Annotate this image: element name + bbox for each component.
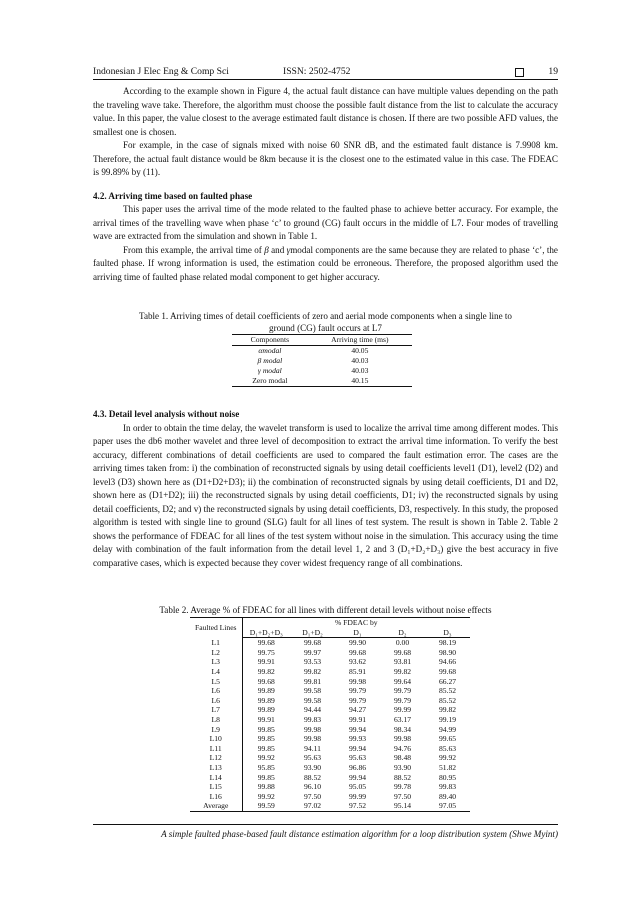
table2-cell: 99.94 (348, 743, 367, 753)
page-number: 19 (548, 66, 558, 77)
table2-cell: 99.93 (348, 734, 367, 744)
table2-cell: 99.82 (393, 666, 412, 676)
journal-name: Indonesian J Elec Eng & Comp Sci (93, 66, 229, 77)
table2-cell: 93.90 (303, 762, 322, 772)
table2-cell: 94.27 (348, 705, 367, 715)
table1-header-components: Components (232, 335, 308, 346)
table2-cell: 98.90 (438, 647, 457, 657)
table1 (232, 334, 412, 387)
table2-cell: 95.05 (348, 782, 367, 792)
table2-cell: 98.34 (393, 724, 412, 734)
table2-group-header: % FDEAC by (242, 618, 470, 628)
table2-cell: 99.79 (393, 695, 412, 705)
table2-cell: 95.85 (257, 762, 275, 772)
table-row (190, 753, 470, 763)
issn: ISSN: 2502-4752 (283, 66, 351, 77)
table2-cell: 99.81 (303, 676, 322, 686)
table-row: Zero modal 40.15 (232, 376, 412, 387)
table2-cell: 51.82 (438, 762, 457, 772)
table2-cell: 95.63 (303, 753, 322, 763)
table-row (190, 744, 470, 754)
table1-caption: Table 1. Arriving times of detail coefficients of zero and aerial mode components when a single line to ground (CG) fault occurs at L7 (139, 311, 512, 333)
table2-cell: 94.44 (303, 705, 322, 715)
table2-cell: 99.92 (438, 753, 457, 763)
square-box-icon (515, 68, 524, 77)
table2-cell: 80.95 (438, 772, 457, 782)
paragraph-afd: According to the example shown in Figure 4, the actual fault distance can have multiple values depending on the path the traveling wave take. Therefore, the algorithm must choose the possible fault distance from the list to calculate the accuracy value. In this paper, the value closest to the average estimated fault distance is chosen. If there are two possible AFD values, the smallest one is chosen. (93, 86, 558, 137)
table2-cell: 99.94 (348, 724, 367, 734)
table2-cell: 99.78 (393, 782, 412, 792)
table-row (190, 667, 470, 677)
table2-col-d1d2: D₁+D₂ (290, 628, 335, 638)
table1-header-arriving-time: Arriving time (ms) (308, 335, 412, 346)
table2-cell: 99.68 (438, 666, 457, 676)
table2-cell: 99.75 (257, 647, 275, 657)
table-row (190, 638, 470, 648)
table2-cell: 99.97 (303, 647, 322, 657)
table2-cell: 0.00 (395, 638, 410, 648)
table2-cell: 99.99 (348, 791, 367, 801)
table2-line-label: L4 (190, 667, 242, 677)
table-row (190, 792, 470, 802)
table2-cell: 88.52 (393, 772, 412, 782)
table2-cell: 99.89 (257, 686, 275, 696)
table2-cell: 99.59 (242, 801, 290, 811)
table2-cell: 99.98 (303, 734, 322, 744)
table2-cell: 99.91 (257, 657, 275, 667)
table-row (190, 763, 470, 773)
table2-line-label: L7 (190, 705, 242, 715)
table2-line-label: Average (190, 801, 242, 811)
table2-cell: 94.76 (393, 743, 412, 753)
table2-cell: 85.52 (438, 695, 457, 705)
table2-line-label: L8 (190, 715, 242, 725)
table2-cell: 89.40 (438, 791, 457, 801)
table-row (190, 734, 470, 744)
table2-cell: 99.19 (438, 714, 457, 724)
section-heading-4-3: 4.3. Detail level analysis without noise (93, 409, 240, 419)
table2-cell: 99.79 (348, 695, 367, 705)
table2-cell: 97.02 (290, 801, 335, 811)
table2-line-label: L3 (190, 657, 242, 667)
table2-col-d1: D₁ (335, 628, 380, 638)
table2-cell: 99.82 (438, 705, 457, 715)
table2-cell: 94.66 (438, 657, 457, 667)
table-row (190, 715, 470, 725)
table2-caption: Table 2. Average % of FDEAC for all lines with different detail levels without noise effects (159, 605, 492, 615)
header-rule (93, 79, 558, 80)
table2-line-label: L5 (190, 677, 242, 687)
table2-cell: 99.99 (393, 705, 412, 715)
table2-cell: 99.68 (303, 638, 322, 648)
table2-cell: 99.89 (257, 705, 275, 715)
table2-cell: 99.82 (257, 666, 275, 676)
table2-cell: 95.63 (348, 753, 367, 763)
table2-line-label: L10 (190, 734, 242, 744)
table2-cell: 99.83 (438, 782, 457, 792)
table2-cell: 95.14 (380, 801, 425, 811)
table2-cell: 99.92 (257, 753, 275, 763)
table2 (190, 617, 470, 812)
table2-body (190, 638, 470, 812)
table2-cell: 99.92 (257, 791, 275, 801)
table-row: γ modal 40.03 (257, 366, 369, 375)
paragraph-modal-components: From this example, the arrival time of β and γmodal components are the same because they are related to phase ‘c’, the faulted phase. If wrong information is used, the estimation could be erroneous. Therefore, the proposed algorithm used the arriving time of faulted phase related modal component to get higher accuracy. (93, 244, 558, 282)
footer-rule (93, 824, 558, 825)
table2-col-d1d2d3: D₁+D₂+D₃ (242, 628, 290, 638)
table2-cell: 99.83 (303, 714, 322, 724)
table2-cell: 99.79 (348, 686, 367, 696)
table-row (190, 801, 470, 811)
table2-row-header: Faulted Lines (190, 618, 242, 638)
table-row (190, 648, 470, 658)
table2-line-label: L14 (190, 773, 242, 783)
table2-cell: 99.98 (348, 676, 367, 686)
table2-cell: 97.52 (335, 801, 380, 811)
table2-cell: 94.11 (304, 743, 321, 753)
table2-line-label: L12 (190, 753, 242, 763)
table-row (190, 657, 470, 667)
table2-cell: 99.68 (348, 647, 367, 657)
table2-cell: 99.98 (303, 724, 322, 734)
table-row: β modal 40.03 (257, 356, 369, 365)
table2-cell: 63.17 (393, 714, 412, 724)
table-row (190, 677, 470, 687)
table2-line-label: L11 (190, 744, 242, 754)
running-header (93, 63, 558, 77)
table2-cell: 97.05 (425, 801, 470, 811)
table2-line-label: L6 (190, 696, 242, 706)
table2-cell: 99.90 (348, 638, 367, 648)
table-row (190, 773, 470, 783)
table2-line-label: L9 (190, 725, 242, 735)
table-row (190, 696, 470, 706)
table2-cell: 85.52 (438, 686, 457, 696)
table2-cell: 99.88 (257, 782, 275, 792)
section-heading-4-2: 4.2. Arriving time based on faulted phase (93, 190, 253, 201)
table2-cell: 99.85 (257, 734, 275, 744)
table2-cell: 99.64 (393, 676, 412, 686)
table-row (190, 705, 470, 715)
table2-cell: 99.68 (257, 676, 275, 686)
table2-cell: 99.91 (348, 714, 367, 724)
table2-line-label: L16 (190, 792, 242, 802)
table2-cell: 99.85 (257, 743, 275, 753)
table2-cell: 93.53 (303, 657, 322, 667)
table2-cell: 99.68 (257, 638, 275, 648)
table2-cell: 93.62 (348, 657, 367, 667)
table2-cell: 99.98 (393, 734, 412, 744)
body-text-top (93, 85, 558, 284)
table2-col-d3: D₃ (425, 628, 470, 638)
table2-line-label: L1 (190, 638, 242, 648)
table2-cell: 93.81 (393, 657, 412, 667)
table2-line-label: L6 (190, 686, 242, 696)
table2-cell: 85.63 (438, 743, 457, 753)
table2-cell: 99.68 (393, 647, 412, 657)
table-row (190, 686, 470, 696)
table2-cell: 99.65 (438, 734, 457, 744)
table2-cell: 99.82 (303, 666, 322, 676)
paragraph-example: For example, in the case of signals mixed with noise 60 SNR dB, and the estimated fault distance is 7.9908 km. Therefore, the actual fault distance would be 8km because it is the closest one to the estimated value in this case. The FDEAC is 99.89% by (11). (93, 140, 558, 177)
table2-cell: 94.99 (438, 724, 457, 734)
table2-cell: 97.50 (393, 791, 412, 801)
table2-cell: 93.90 (393, 762, 412, 772)
table2-cell: 99.94 (348, 772, 367, 782)
table2-cell: 99.79 (393, 686, 412, 696)
table-row (190, 782, 470, 792)
table2-cell: 96.86 (348, 762, 367, 772)
table-row (190, 725, 470, 735)
table2-col-d2: D₂ (380, 628, 425, 638)
table2-line-label: L2 (190, 648, 242, 658)
table2-cell: 88.52 (303, 772, 322, 782)
running-footer: A simple faulted phase-based fault distance estimation algorithm for a loop distribution system (Shwe Myint) (161, 829, 558, 839)
table2-cell: 98.19 (438, 638, 457, 648)
table2-cell: 99.85 (257, 772, 275, 782)
paragraph-faulted-phase: This paper uses the arrival time of the mode related to the faulted phase to achieve better accuracy. For example, the arrival times of the travelling wave when phase ‘c’ to ground (CG) fault occurs in the middle of L7. Four modes of travelling wave are extracted from the simulation and shown in Table 1. (93, 204, 558, 241)
table2-cell: 99.89 (257, 695, 275, 705)
body-text-section-4-3 (93, 408, 558, 570)
table2-cell: 98.48 (393, 753, 412, 763)
table2-cell: 99.91 (257, 714, 275, 724)
table2-cell: 97.50 (303, 791, 322, 801)
table2-cell: 96.10 (303, 782, 322, 792)
table-row: αmodal 40.05 (258, 346, 369, 355)
table2-cell: 99.85 (257, 724, 275, 734)
table2-cell: 66.27 (438, 676, 457, 686)
table2-cell: 99.58 (303, 695, 322, 705)
table2-line-label: L15 (190, 782, 242, 792)
table2-cell: 99.58 (303, 686, 322, 696)
table2-cell: 85.91 (348, 666, 367, 676)
paragraph-detail-level: In order to obtain the time delay, the wavelet transform is used to localize the arrival time among different modes. This paper uses the db6 mother wavelet and three level of decomposition to extract the arrival time information. To verify the best accuracy, different combinations of detail coefficients are used to compared the fault estimation error. The cases are the arriving times taken from: i) the combination of reconstructed signals by using detail coefficients level1 (D1), level2 (D2) and level3 (D3) shown here as (D1+D2+D3); ii) the combination of reconstructed signals by using detail coefficients, D1 and D2, shown here as (D1+D2); iii) the reconstructed signals by using detail coefficients, D1; iv) the reconstructed signals by using detail coefficients, D2; and v) the reconstructed signals by using detail coefficients, D3, respectively. In this study, the proposed algorithm is tested with single line to ground (SLG) fault for all lines of test system. The result is shown in Table 2. Table 2 shows the performance of FDEAC for all lines of the test system without noise in the simulation. This accuracy using the time delay with combination of the fault information from the detail level 1, 2 and 3 (D₁+D₂+D₃) give the best accuracy in five comparative cases, which is expected because they cover widest frequency range of all combinations. (93, 422, 558, 568)
table2-line-label: L13 (190, 763, 242, 773)
